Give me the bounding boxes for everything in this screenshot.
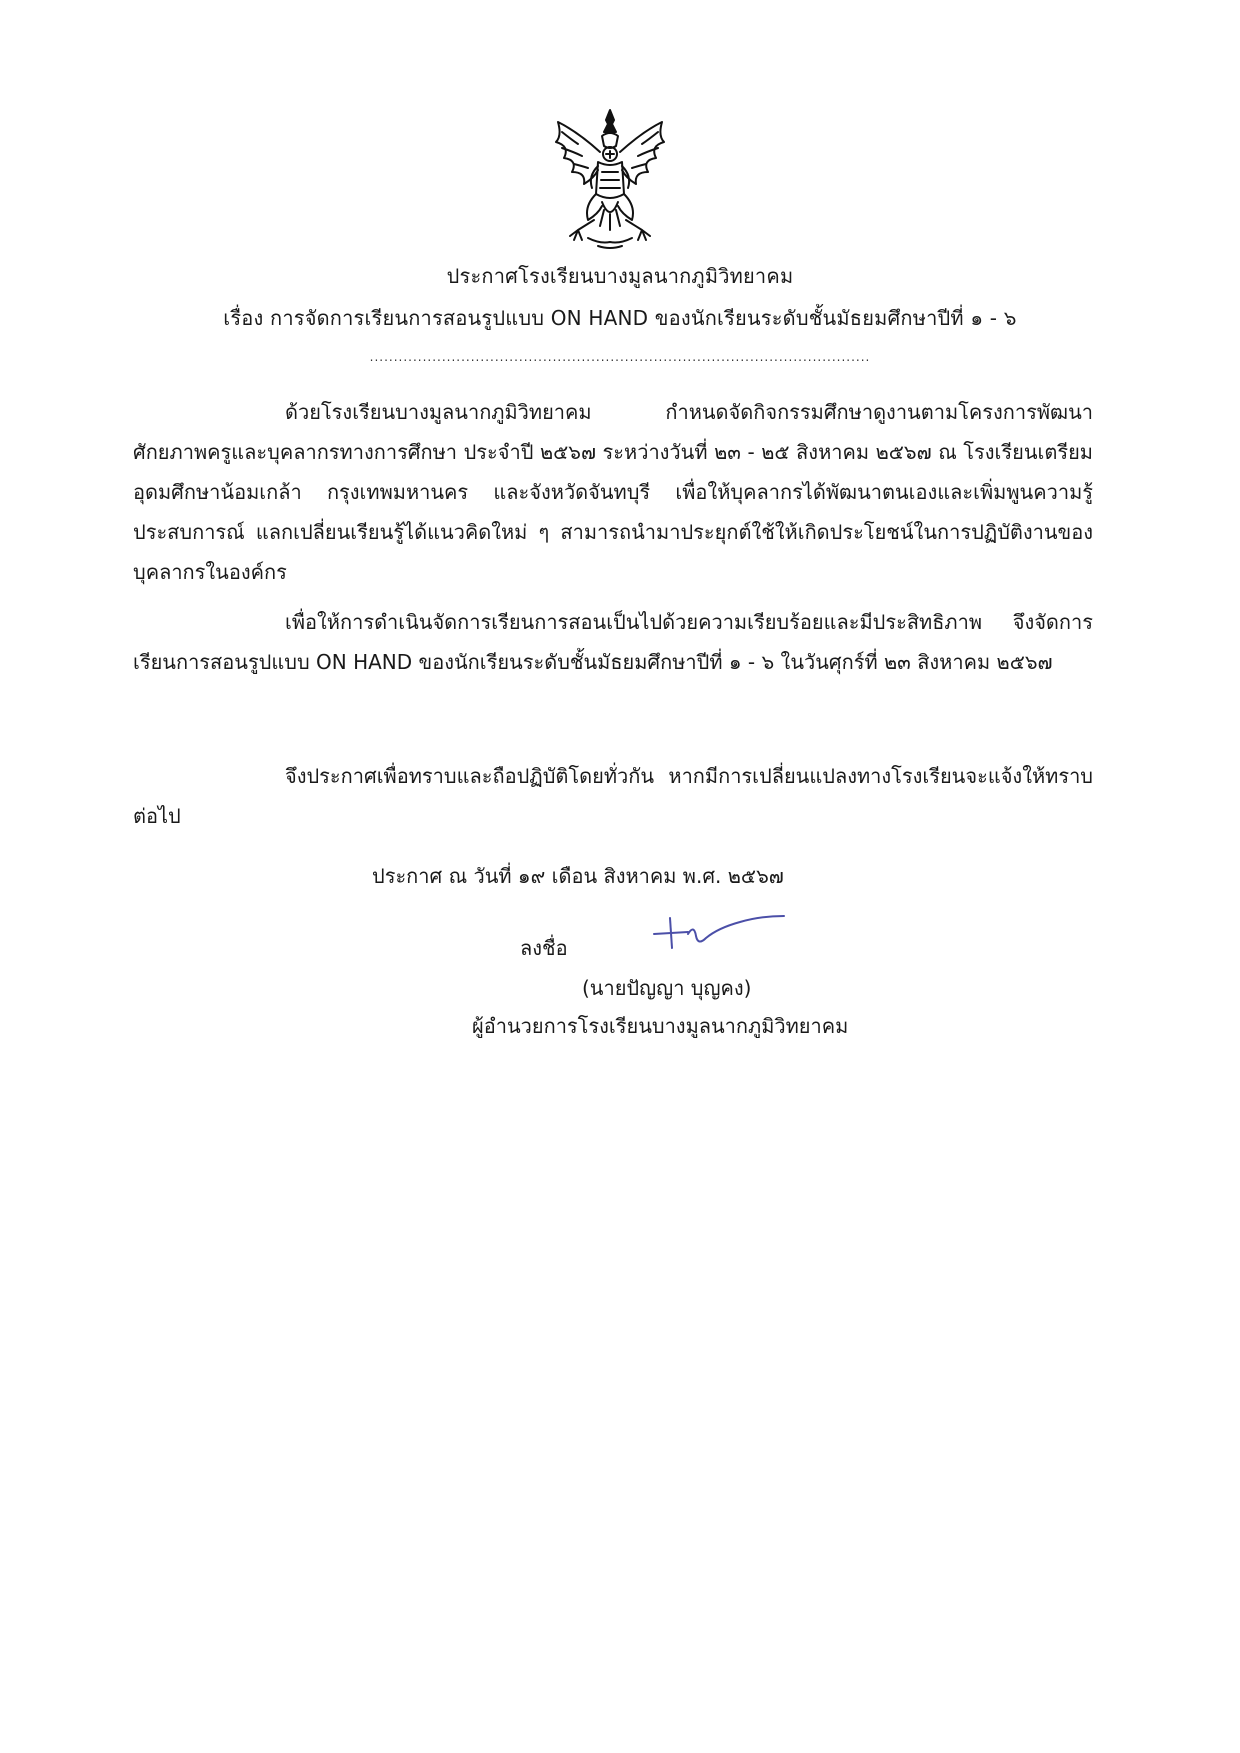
dotted-separator: ........................................................................................................ <box>369 350 871 364</box>
paragraph-2-text: เพื่อให้การดำเนินจัดการเรียนการสอนเป็นไปด้วยความเรียบร้อยและมีประสิทธิภาพ จึงจัดการเรียนการสอนรูปแบบ ON HAND ของนักเรียนระดับชั้นมัธยมศึกษาปีที่ ๑ - ๖ ในวันศุกร์ที่ ๒๓ สิงหาคม ๒๕๖๗ <box>133 610 1093 674</box>
handwritten-signature <box>648 912 788 954</box>
announcement-title: ประกาศโรงเรียนบางมูลนากภูมิวิทยาคม <box>446 264 794 288</box>
announcement-date: ประกาศ ณ วันที่ ๑๙ เดือน สิงหาคม พ.ศ. ๒๕๖๗ <box>372 864 784 888</box>
announcement-subject: เรื่อง การจัดการเรียนการสอนรูปแบบ ON HAND ของนักเรียนระดับชั้นมัธยมศึกษาปีที่ ๑ - ๖ <box>223 306 1017 330</box>
body-paragraph-3 <box>133 756 1093 836</box>
signer-position: ผู้อำนวยการโรงเรียนบางมูลนากภูมิวิทยาคม <box>472 1014 849 1038</box>
signer-name: (นายปัญญา บุญคง) <box>582 976 752 1000</box>
sign-label: ลงชื่อ <box>520 936 568 960</box>
body-paragraph-2 <box>133 602 1093 682</box>
garuda-emblem-icon <box>548 102 672 252</box>
body-paragraph-1 <box>133 392 1093 592</box>
paragraph-1-text: ด้วยโรงเรียนบางมูลนากภูมิวิทยาคม กำหนดจัดกิจกรรมศึกษาดูงานตามโครงการพัฒนาศักยภาพครูและบุคลากรทางการศึกษา ประจำปี ๒๕๖๗ ระหว่างวันที่ ๒๓ - ๒๕ สิงหาคม ๒๕๖๗ ณ โรงเรียนเตรียมอุดมศึกษาน้อมเกล้า กรุงเทพมหานคร และจังหวัดจันทบุรี เพื่อให้บุคลากรได้พัฒนาตนเองและเพิ่มพูนความรู้ ประสบการณ์ แลกเปลี่ยนเรียนรู้ได้แนวคิดใหม่ ๆ สามารถนำมาประยุกต์ใช้ให้เกิดประโยชน์ในการปฏิบัติงานของบุคลากรในองค์กร <box>133 400 1093 584</box>
paragraph-3-text: จึงประกาศเพื่อทราบและถือปฏิบัติโดยทั่วกัน หากมีการเปลี่ยนแปลงทางโรงเรียนจะแจ้งให้ทราบต่อไป <box>133 764 1093 828</box>
